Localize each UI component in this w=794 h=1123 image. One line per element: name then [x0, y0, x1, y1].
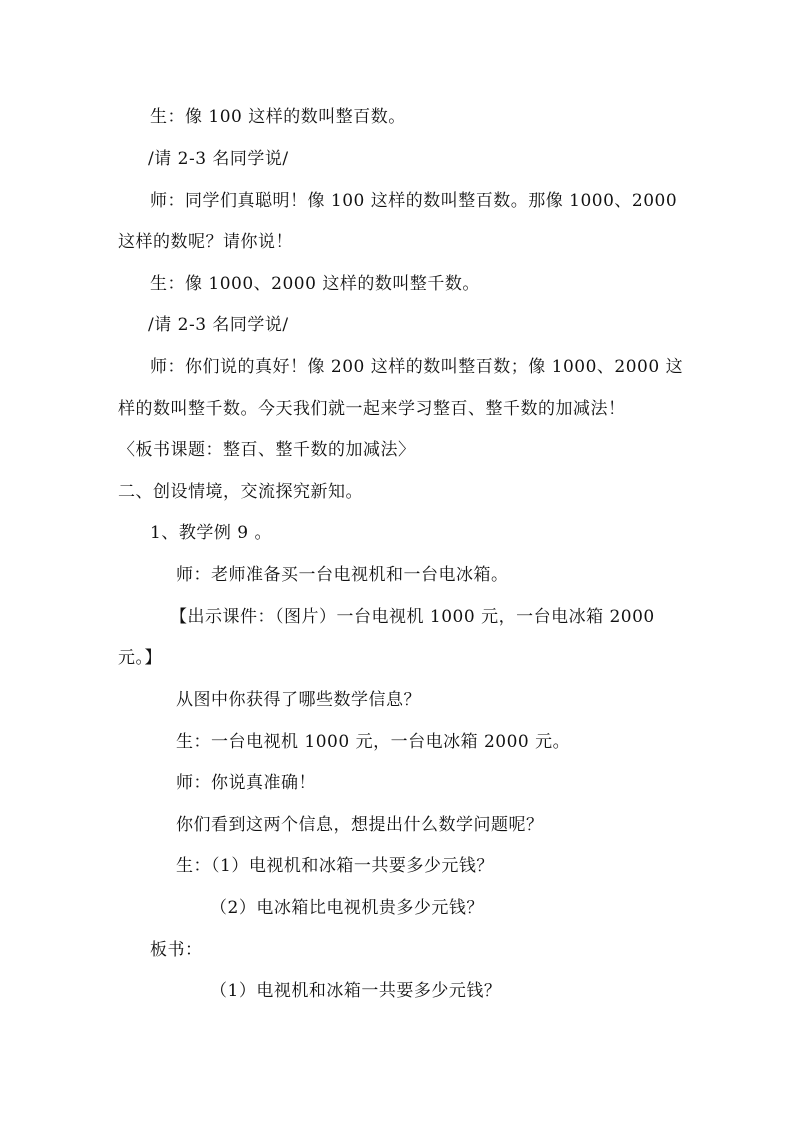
text-line: 元。】: [118, 648, 162, 668]
text-line: 生：像 100 这样的数叫整百数。: [150, 107, 406, 127]
text-line: 师：老师准备买一台电视机和一台电冰箱。: [176, 565, 509, 585]
text-line: 师：同学们真聪明！像 100 这样的数叫整百数。那像 1000、2000: [150, 191, 678, 211]
text-line: /请 2-3 名同学说/: [148, 315, 289, 335]
text-line: 师：你们说的真好！像 200 这样的数叫整百数；像 1000、2000 这: [150, 357, 684, 377]
text-line: 师：你说真准确！: [176, 773, 316, 793]
text-line: 二、创设情境，交流探究新知。: [118, 482, 363, 502]
text-line: 从图中你获得了哪些数学信息？: [176, 690, 421, 710]
text-line: 这样的数呢？请你说！: [118, 232, 293, 252]
text-line: 你们看到这两个信息，想提出什么数学问题呢？: [176, 815, 544, 835]
text-line: 生：（1）电视机和冰箱一共要多少元钱？: [176, 856, 494, 876]
text-line: 【出示课件：（图片）一台电视机 1000 元，一台电冰箱 2000: [170, 607, 655, 627]
text-line: 生：一台电视机 1000 元，一台电冰箱 2000 元。: [176, 732, 571, 752]
text-line: 板书：: [150, 940, 203, 960]
text-line: 〈板书课题：整百、整千数的加减法〉: [118, 440, 416, 460]
text-line: 1、教学例 9 。: [150, 523, 272, 543]
text-line: 样的数叫整千数。今天我们就一起来学习整百、整千数的加减法！: [118, 399, 626, 419]
text-line: /请 2-3 名同学说/: [148, 149, 289, 169]
text-line: 生：像 1000、2000 这样的数叫整千数。: [150, 274, 480, 294]
text-line: （2）电冰箱比电视机贵多少元钱？: [210, 898, 484, 918]
text-line: （1）电视机和冰箱一共要多少元钱？: [210, 981, 502, 1001]
